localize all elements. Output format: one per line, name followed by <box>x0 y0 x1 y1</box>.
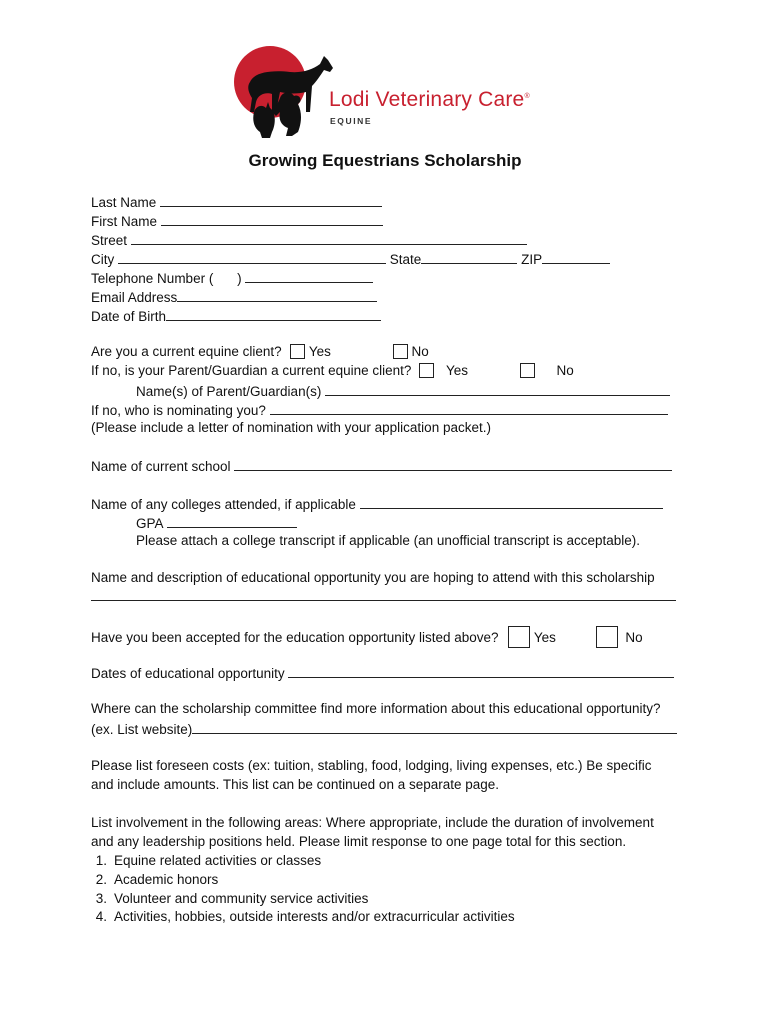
zip-field[interactable] <box>542 250 610 264</box>
first-name-row <box>91 212 383 230</box>
dates-row <box>91 664 674 682</box>
city-label: City <box>91 252 115 267</box>
street-field[interactable] <box>131 231 527 245</box>
opportunity-row <box>91 587 676 605</box>
zip-label: ZIP <box>521 252 543 267</box>
nominating-row <box>91 401 668 419</box>
city-field[interactable] <box>118 250 386 264</box>
parent-client-yes-label: Yes <box>445 363 468 378</box>
dob-row <box>91 307 381 325</box>
first-name-label: First Name <box>91 214 158 229</box>
more-info-label: (ex. List website) <box>91 722 193 737</box>
accepted-yes-checkbox[interactable] <box>508 626 530 648</box>
opportunity-label: Name and description of educational opportunity you are hoping to attend with this scholarship <box>91 570 655 585</box>
more-info-row <box>91 720 677 738</box>
involvement-line-2: and any leadership positions held. Please limit response to one page total for this section. <box>91 834 627 849</box>
parent-client-yes-checkbox[interactable] <box>419 363 434 378</box>
current-school-row <box>91 457 672 475</box>
current-school-label: Name of current school <box>91 459 231 474</box>
email-label: Email Address <box>91 290 178 305</box>
involvement-list <box>85 852 515 927</box>
parent-client-no-label: No <box>556 363 574 378</box>
transcript-note: Please attach a college transcript if applicable (an unofficial transcript is acceptable). <box>136 533 641 548</box>
colleges-field[interactable] <box>360 495 663 509</box>
parent-names-row <box>136 382 670 400</box>
last-name-field[interactable] <box>160 193 382 207</box>
current-client-row <box>91 344 429 360</box>
parent-client-question: If no, is your Parent/Guardian a current equine client? <box>91 363 412 378</box>
city-state-zip-row <box>91 250 610 268</box>
current-school-field[interactable] <box>234 457 672 471</box>
dates-field[interactable] <box>288 664 674 678</box>
dates-label: Dates of educational opportunity <box>91 666 285 681</box>
nominating-label: If no, who is nominating you? <box>91 403 266 418</box>
accepted-no-checkbox[interactable] <box>596 626 618 648</box>
dob-field[interactable] <box>166 307 381 321</box>
telephone-label: Telephone Number ( <box>91 271 214 286</box>
current-client-question: Are you a current equine client? <box>91 344 282 359</box>
telephone-field[interactable] <box>245 269 373 283</box>
current-client-yes-checkbox[interactable] <box>290 344 305 359</box>
gpa-field[interactable] <box>167 514 297 528</box>
list-item: 4. Activities, hobbies, outside interests and/or extracurricular activities <box>95 909 515 925</box>
telephone-row <box>91 269 373 287</box>
nomination-note: (Please include a letter of nomination with your application packet.) <box>91 420 491 435</box>
gpa-label: GPA <box>136 516 163 531</box>
costs-line-1: Please list foreseen costs (ex: tuition, stabling, food, lodging, living expenses, etc.) Be specific <box>91 758 652 773</box>
last-name-row <box>91 193 382 211</box>
more-info-line-1: Where can the scholarship committee find more information about this educational opportunity? <box>91 701 661 716</box>
current-client-no-checkbox[interactable] <box>393 344 408 359</box>
street-label: Street <box>91 233 128 248</box>
parent-names-field[interactable] <box>325 382 670 396</box>
telephone-paren: ) <box>237 271 242 286</box>
involvement-line-1: List involvement in the following areas: Where appropriate, include the duration of involvement <box>91 815 654 830</box>
first-name-field[interactable] <box>161 212 383 226</box>
more-info-field[interactable] <box>192 720 677 734</box>
list-item: 3. Volunteer and community service activities <box>95 890 369 906</box>
state-field[interactable] <box>421 250 517 264</box>
parent-client-row <box>91 363 574 379</box>
email-row <box>91 288 377 306</box>
colleges-label: Name of any colleges attended, if applicable <box>91 497 356 512</box>
accepted-yes-label: Yes <box>533 630 556 645</box>
accepted-no-label: No <box>625 630 643 645</box>
brand-name: Lodi Veterinary Care® <box>329 88 530 111</box>
parent-names-label: Name(s) of Parent/Guardian(s) <box>136 384 322 399</box>
colleges-row <box>91 495 663 513</box>
nominating-field[interactable] <box>270 401 668 415</box>
current-client-yes-label: Yes <box>308 344 331 359</box>
last-name-label: Last Name <box>91 195 157 210</box>
gpa-row <box>136 514 297 532</box>
list-item: 2. Academic honors <box>95 871 219 887</box>
state-label: State <box>389 252 422 267</box>
costs-line-2: and include amounts. This list can be continued on a separate page. <box>91 777 500 792</box>
current-client-no-label: No <box>411 344 429 359</box>
brand-subtitle: EQUINE <box>330 116 373 126</box>
street-row <box>91 231 527 249</box>
page-title: Growing Equestrians Scholarship <box>248 151 522 170</box>
email-field[interactable] <box>177 288 377 302</box>
parent-client-no-checkbox[interactable] <box>520 363 535 378</box>
list-item: 1. Equine related activities or classes <box>95 853 322 868</box>
dob-label: Date of Birth <box>91 309 167 324</box>
accepted-row <box>91 626 643 648</box>
opportunity-field[interactable] <box>91 587 676 601</box>
accepted-question: Have you been accepted for the education opportunity listed above? <box>91 630 499 645</box>
